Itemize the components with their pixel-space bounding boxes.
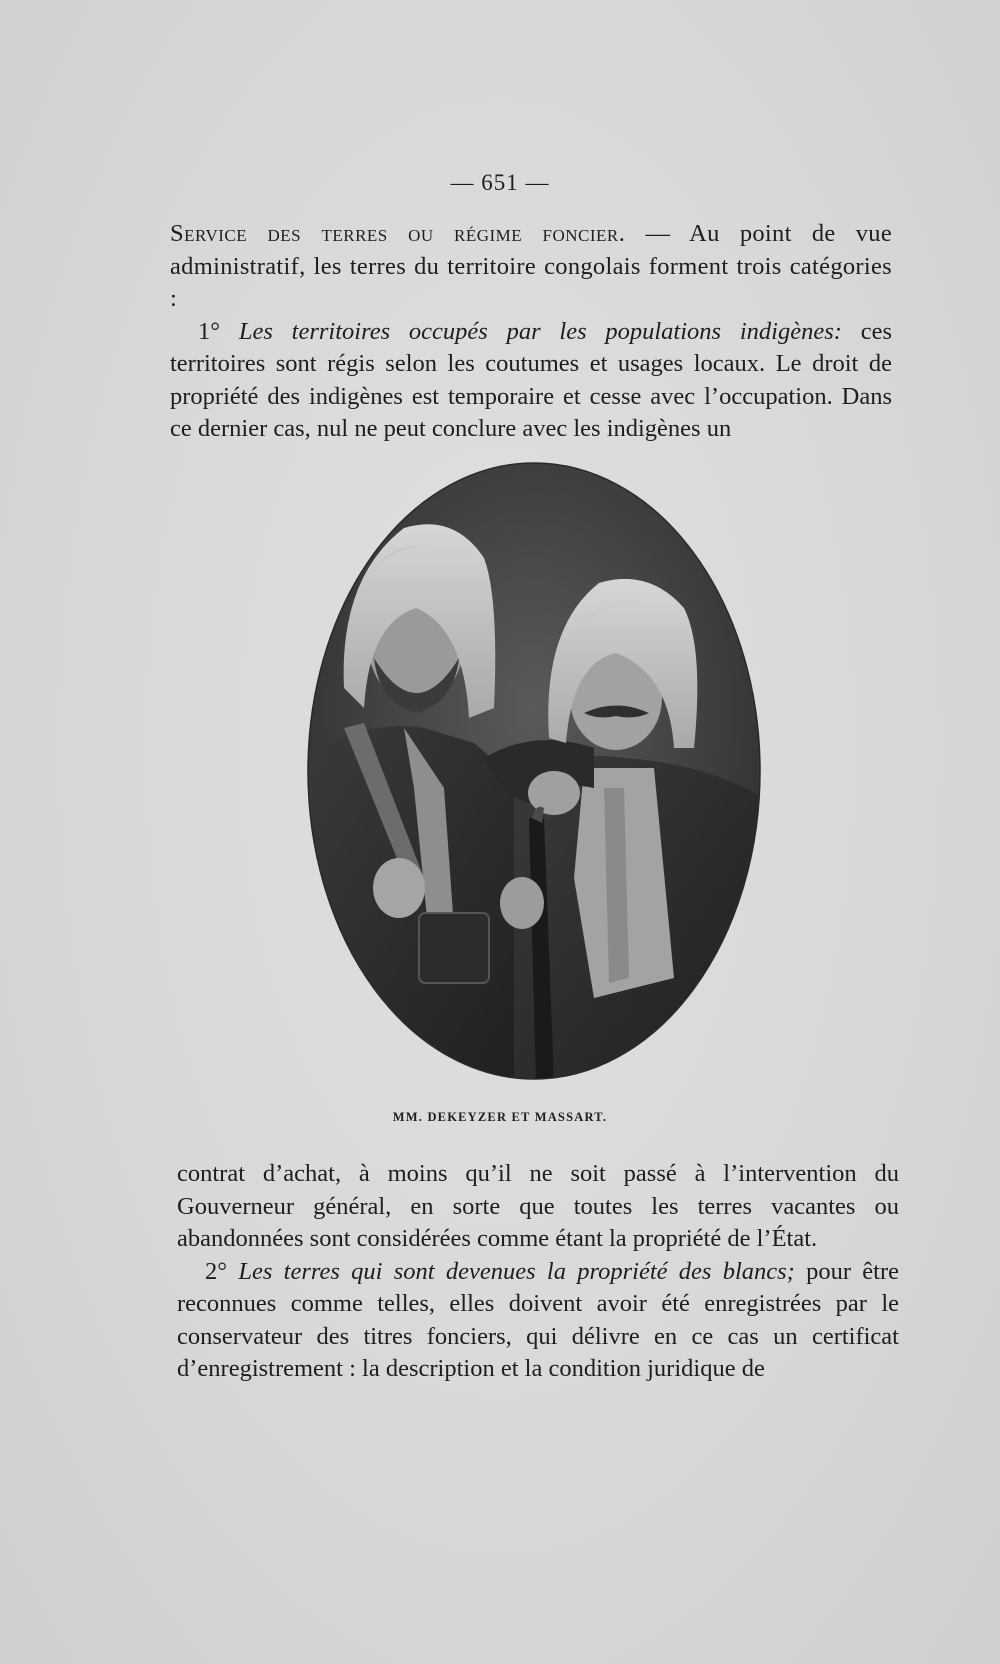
item-2-paragraph (177, 1256, 899, 1386)
section-paragraph (170, 218, 892, 316)
item-1-text: ces territoires sont régis selon les coutumes et usages locaux. Le droit de propriété des indigènes est temporaire et cesse avec l’occupation. Dans ce dernier cas, nul ne peut conclure avec les indigènes un (170, 317, 892, 442)
page-number: — 651 — (450, 170, 550, 195)
item-2-title: Les terres qui sont devenues la propriété des blancs; (238, 1257, 795, 1285)
item-1-paragraph (170, 316, 892, 446)
item-2-number: 2° (205, 1257, 228, 1285)
portrait-photograph (304, 458, 764, 1084)
item-2-text: pour être reconnues comme telles, elles doivent avoir été enregistrées par le conservateur des titres fonciers, qui délivre en ce cas un certificat d’enregistrement : la description et la condition juridique de (177, 1257, 900, 1382)
section-intro-text: — Au point de vue administratif, les terres du territoire congolais forment trois catégories : (170, 220, 893, 312)
photo-caption: MM. DEKEYZER ET MASSART. (392, 1110, 608, 1124)
section-heading: Service des terres ou régime foncier. (170, 220, 626, 247)
top-text-block (170, 218, 892, 446)
continuation-paragraph: contrat d’achat, à moins qu’il ne soit passé à l’intervention du Gouverneur général, en sorte que toutes les terres vacantes ou abandonnées sont considérées comme étant la propriété de l’État. (177, 1160, 899, 1252)
item-1-number: 1° (198, 317, 221, 345)
item-1-title: Les territoires occupés par les populations indigènes: (238, 317, 842, 345)
bottom-text-block (177, 1158, 899, 1386)
